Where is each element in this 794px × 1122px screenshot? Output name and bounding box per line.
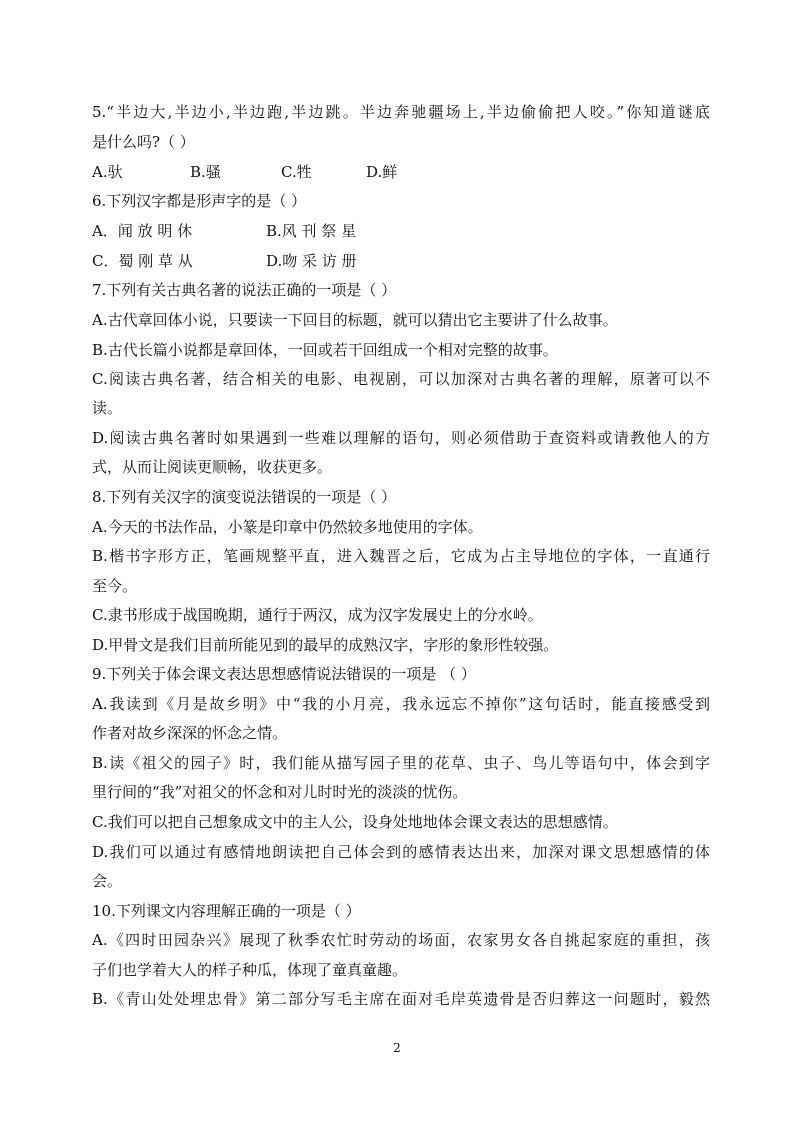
page-number: 2 bbox=[393, 1041, 401, 1055]
q7-option-b: B.古代长篇小说都是章回体，一回或若干回组成一个相对完整的故事。 bbox=[92, 341, 558, 359]
q7-stem: 7.下列有关古典名著的说法正确的一项是（ ） bbox=[92, 281, 397, 299]
q10-option-a-line1: A.《四时田园杂兴》展现了秋季农忙时劳动的场面，农家男女各自挑起家庭的重担，孩 bbox=[92, 931, 710, 949]
q6-option-d: D.吻 采 访 册 bbox=[266, 252, 357, 270]
q8-option-b-line1: B.楷书字形方正，笔画规整平直，进入魏晋之后，它成为占主导地位的字体，一直通行 bbox=[92, 547, 710, 565]
q9-option-a-line2: 作者对故乡深深的怀念之情。 bbox=[92, 724, 288, 742]
q9-option-b-line1: B.读《祖父的园子》时，我们能从描写园子里的花草、虫子、鸟儿等语句中，体会到字 bbox=[92, 754, 710, 772]
q8-option-d: D.甲骨文是我们目前所能见到的最早的成熟汉字，字形的象形性较强。 bbox=[92, 636, 559, 654]
q9-option-c: C.我们可以把自己想象成文中的主人公，设身处地地体会课文表达的思想感情。 bbox=[92, 813, 618, 831]
q9-stem: 9.下列关于体会课文表达思想感情说法错误的一项是 （ ） bbox=[92, 665, 476, 683]
q5-stem-line2: 是什么吗?（ ） bbox=[92, 133, 195, 151]
q5-stem-line1: 5.“半边大,半边小,半边跑,半边跳。半边奔驰疆场上,半边偷偷把人咬。”你知道谜底 bbox=[92, 103, 710, 121]
q6-option-a: A．闻 放 明 休 bbox=[92, 222, 193, 240]
q8-option-c: C.隶书形成于战国晚期，通行于两汉，成为汉字发展史上的分水岭。 bbox=[92, 606, 543, 624]
q8-option-a: A.今天的书法作品，小篆是印章中仍然较多地使用的字体。 bbox=[92, 518, 483, 536]
q10-option-b-line1: B.《青山处处埋忠骨》第二部分写毛主席在面对毛岸英遗骨是否归葬这一问题时，毅然 bbox=[92, 990, 710, 1008]
q9-option-d-line1: D.我们可以通过有感情地朗读把自己体会到的感情表达出来，加深对课文思想感情的体 bbox=[92, 843, 710, 861]
q7-option-a: A.古代章回体小说，只要读一下回目的标题，就可以猜出它主要讲了什么故事。 bbox=[92, 311, 618, 329]
q5-option-a: A.驮 bbox=[92, 163, 123, 181]
q9-option-a-line1: A.我读到《月是故乡明》中“我的小月亮，我永远忘不掉你”这句话时，能直接感受到 bbox=[92, 695, 710, 713]
q9-option-b-line2: 里行间的“我”对祖父的怀念和对儿时时光的淡淡的忧伤。 bbox=[92, 783, 468, 801]
q5-option-b: B.骚 bbox=[190, 163, 221, 181]
q7-option-d-line2: 式，从而让阅读更顺畅，收获更多。 bbox=[92, 458, 333, 476]
q7-option-c-line1: C.阅读古典名著，结合相关的电影、电视剧，可以加深对古典名著的理解，原著可以不 bbox=[92, 370, 710, 388]
q9-option-d-line2: 会。 bbox=[92, 872, 123, 890]
q6-option-b: B.风 刊 祭 星 bbox=[266, 222, 357, 240]
q8-stem: 8.下列有关汉字的演变说法错误的一项是（ ） bbox=[92, 488, 397, 506]
q6-stem: 6.下列汉字都是形声字的是（ ） bbox=[92, 192, 307, 210]
q7-option-c-line2: 读。 bbox=[92, 399, 123, 417]
q5-option-d: D.鲜 bbox=[366, 163, 398, 181]
q10-option-a-line2: 子们也学着大人的样子种瓜，体现了童真童趣。 bbox=[92, 961, 408, 979]
q5-option-c: C.牲 bbox=[281, 163, 312, 181]
q6-option-c: C．蜀 刚 草 从 bbox=[92, 252, 193, 270]
q7-option-d-line1: D.阅读古典名著时如果遇到一些难以理解的语句，则必须借助于查资料或请教他人的方 bbox=[92, 429, 710, 447]
q10-stem: 10.下列课文内容理解正确的一项是（ ） bbox=[92, 902, 361, 920]
q8-option-b-line2: 至今。 bbox=[92, 577, 138, 595]
